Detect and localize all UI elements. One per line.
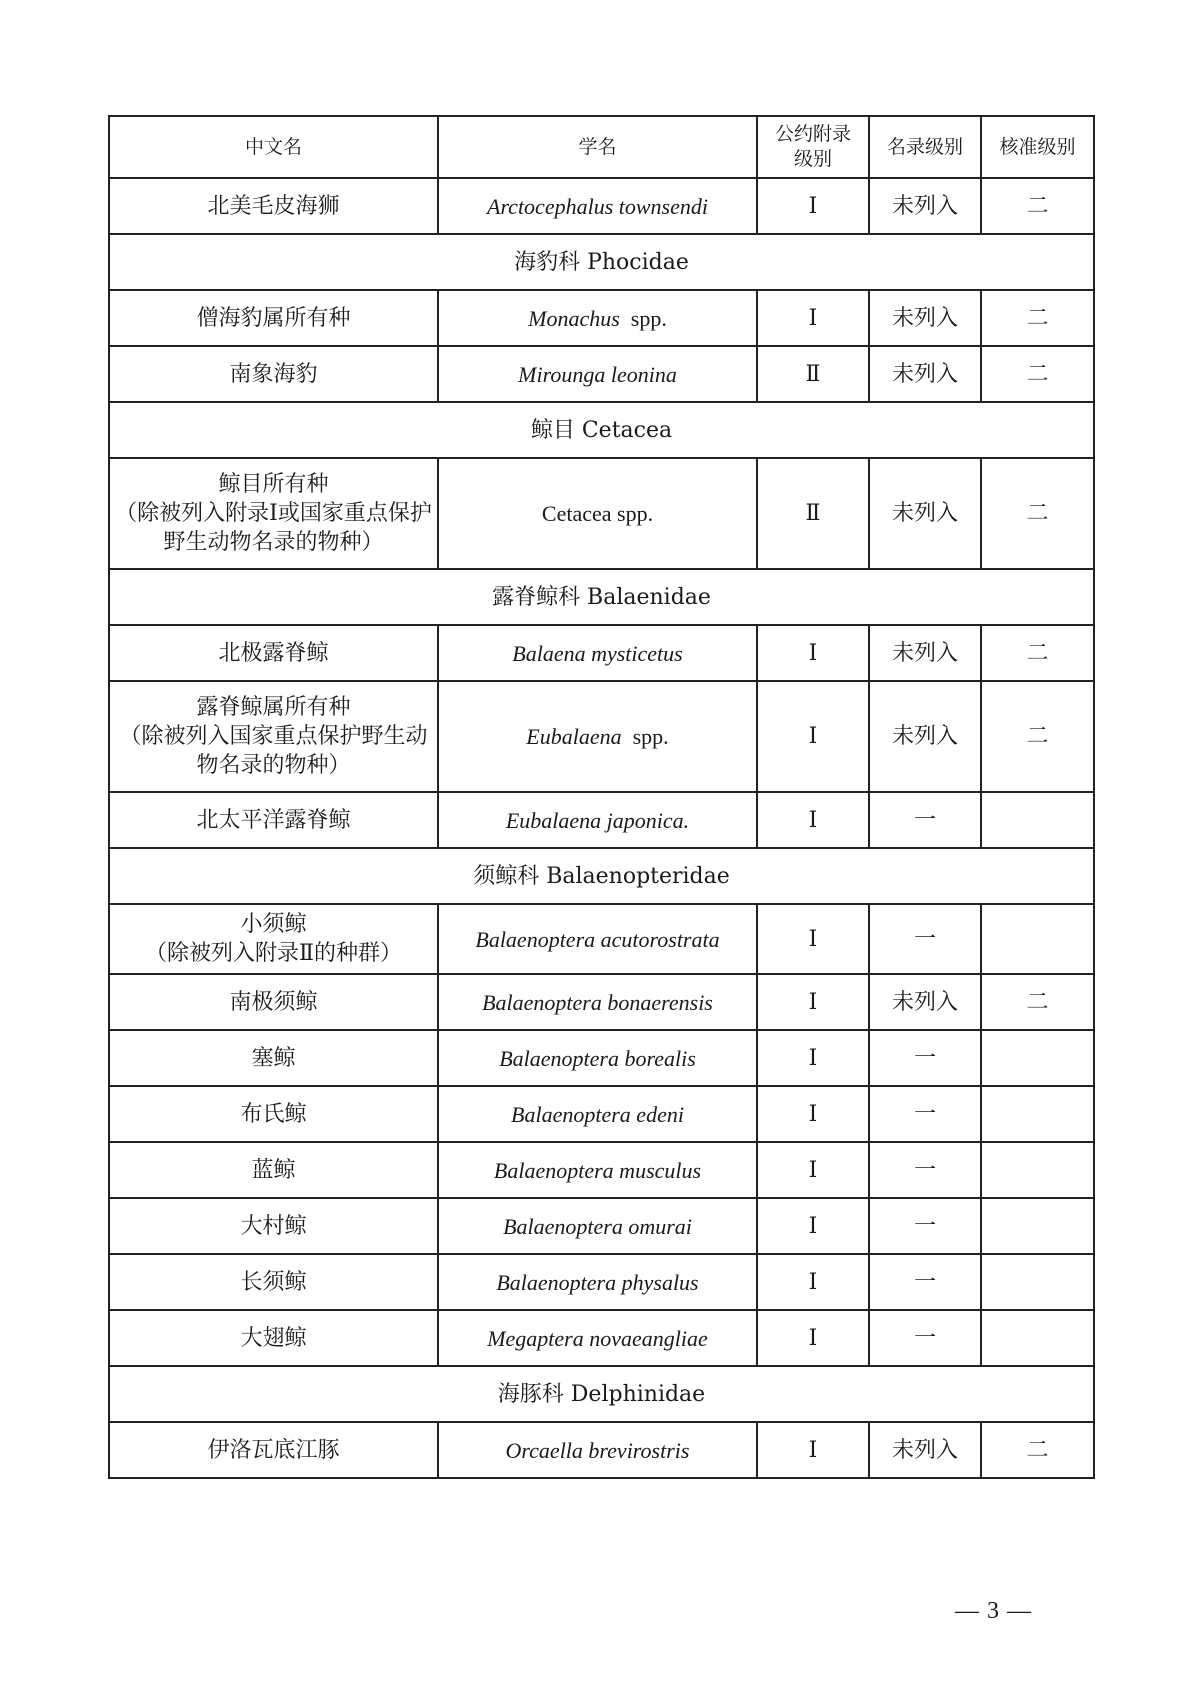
cites-appendix-cell: Ⅰ <box>757 1030 869 1086</box>
scientific-name-cell <box>438 625 757 681</box>
species-row <box>109 1198 1094 1254</box>
list-level-cell: 一 <box>869 904 981 974</box>
family-header-row <box>109 234 1094 290</box>
family-header-row <box>109 402 1094 458</box>
spp-abbrev: spp. <box>630 305 667 331</box>
family-header-row <box>109 848 1094 904</box>
cites-appendix-cell: Ⅰ <box>757 1142 869 1198</box>
family-label: 露脊鲸科 Balaenidae <box>109 569 1094 625</box>
approval-level-cell <box>981 792 1094 848</box>
scientific-name-text: Balaena mysticetus <box>512 640 683 666</box>
cites-appendix-cell: Ⅰ <box>757 904 869 974</box>
header-cites-appendix: 公约附录 级别 <box>757 116 869 178</box>
chinese-name-cell: 大翅鲸 <box>109 1310 438 1366</box>
scientific-name-cell <box>438 346 757 402</box>
scientific-name-cell <box>438 1254 757 1310</box>
header-chinese-name: 中文名 <box>109 116 438 178</box>
chinese-name-cell: 露脊鲸属所有种 （除被列入国家重点保护野生动物名录的物种） <box>109 681 438 792</box>
chinese-name-cell: 长须鲸 <box>109 1254 438 1310</box>
scientific-name-text: Balaenoptera musculus <box>493 1157 702 1183</box>
species-row <box>109 625 1094 681</box>
chinese-name-cell: 北太平洋露脊鲸 <box>109 792 438 848</box>
chinese-name-cell: 伊洛瓦底江豚 <box>109 1422 438 1478</box>
cites-appendix-cell: Ⅰ <box>757 290 869 346</box>
scientific-name-cell <box>438 974 757 1030</box>
family-label: 海豹科 Phocidae <box>109 234 1094 290</box>
approval-level-cell <box>981 1198 1094 1254</box>
list-level-cell: 一 <box>869 1030 981 1086</box>
list-level-cell: 未列入 <box>869 625 981 681</box>
approval-level-cell <box>981 1030 1094 1086</box>
scientific-name-text: Balaenoptera omurai <box>503 1213 692 1239</box>
list-level-cell: 未列入 <box>869 458 981 569</box>
list-level-cell: 未列入 <box>869 346 981 402</box>
scientific-name-cell <box>438 792 757 848</box>
cites-appendix-cell: Ⅰ <box>757 974 869 1030</box>
cites-appendix-cell: Ⅰ <box>757 178 869 234</box>
scientific-name-cell <box>438 458 757 569</box>
scientific-name-cell <box>438 290 757 346</box>
approval-level-cell <box>981 1086 1094 1142</box>
scientific-name-text: Balaenoptera borealis <box>499 1045 696 1071</box>
list-level-cell: 未列入 <box>869 974 981 1030</box>
species-row <box>109 1142 1094 1198</box>
scientific-name-text: Eubalaena japonica. <box>505 807 690 833</box>
species-row <box>109 681 1094 792</box>
cites-appendix-cell: Ⅱ <box>757 458 869 569</box>
scientific-name-cell <box>438 1142 757 1198</box>
list-level-cell: 一 <box>869 792 981 848</box>
approval-level-cell: 二 <box>981 178 1094 234</box>
species-row <box>109 178 1094 234</box>
species-row <box>109 1422 1094 1478</box>
species-row <box>109 346 1094 402</box>
scientific-name-text: Monachus <box>528 305 620 331</box>
scientific-name-cell <box>438 1086 757 1142</box>
header-approval-level: 核准级别 <box>981 116 1094 178</box>
species-row <box>109 1086 1094 1142</box>
scientific-name-text: Balaenoptera bonaerensis <box>482 989 713 1015</box>
approval-level-cell <box>981 1254 1094 1310</box>
approval-level-cell: 二 <box>981 681 1094 792</box>
header-scientific-name: 学名 <box>438 116 757 178</box>
species-row <box>109 904 1094 974</box>
scientific-name-text: Megaptera novaeangliae <box>487 1325 708 1351</box>
cites-appendix-cell: Ⅰ <box>757 1310 869 1366</box>
species-row <box>109 1030 1094 1086</box>
chinese-name-cell: 塞鲸 <box>109 1030 438 1086</box>
scientific-name-text: Cetacea spp. <box>541 501 654 526</box>
cites-appendix-cell: Ⅰ <box>757 1422 869 1478</box>
family-label: 海豚科 Delphinidae <box>109 1366 1094 1422</box>
species-row <box>109 1310 1094 1366</box>
cites-appendix-cell: Ⅰ <box>757 1198 869 1254</box>
scientific-name-text: Balaenoptera edeni <box>511 1101 684 1127</box>
header-list-level: 名录级别 <box>869 116 981 178</box>
scientific-name-text: Mirounga leonina <box>518 361 677 387</box>
chinese-name-cell: 僧海豹属所有种 <box>109 290 438 346</box>
scientific-name-cell <box>438 1030 757 1086</box>
cites-appendix-cell: Ⅰ <box>757 1086 869 1142</box>
scientific-name-text: Balaenoptera acutorostrata <box>475 926 720 952</box>
chinese-name-cell: 布氏鲸 <box>109 1086 438 1142</box>
scientific-name-text: Balaenoptera physalus <box>496 1269 699 1295</box>
cites-appendix-cell: Ⅰ <box>757 681 869 792</box>
approval-level-cell: 二 <box>981 458 1094 569</box>
list-level-cell: 一 <box>869 1086 981 1142</box>
approval-level-cell <box>981 904 1094 974</box>
approval-level-cell: 二 <box>981 346 1094 402</box>
species-row <box>109 458 1094 569</box>
header-row <box>109 116 1094 178</box>
species-row <box>109 792 1094 848</box>
cites-appendix-cell: Ⅱ <box>757 346 869 402</box>
species-row <box>109 290 1094 346</box>
spp-abbrev: spp. <box>632 724 669 749</box>
scientific-name-cell <box>438 1198 757 1254</box>
approval-level-cell: 二 <box>981 290 1094 346</box>
chinese-name-cell: 北美毛皮海狮 <box>109 178 438 234</box>
list-level-cell: 一 <box>869 1198 981 1254</box>
table-body <box>109 116 1094 1478</box>
list-level-cell: 未列入 <box>869 290 981 346</box>
family-label: 须鲸科 Balaenopteridae <box>109 848 1094 904</box>
list-level-cell: 未列入 <box>869 178 981 234</box>
chinese-name-cell: 大村鲸 <box>109 1198 438 1254</box>
cites-appendix-cell: Ⅰ <box>757 792 869 848</box>
scientific-name-text: Eubalaena <box>526 724 622 749</box>
list-level-cell: 一 <box>869 1142 981 1198</box>
scientific-name-cell <box>438 1422 757 1478</box>
family-label: 鲸目 Cetacea <box>109 402 1094 458</box>
species-row <box>109 1254 1094 1310</box>
approval-level-cell <box>981 1142 1094 1198</box>
chinese-name-cell: 南象海豹 <box>109 346 438 402</box>
family-header-row <box>109 1366 1094 1422</box>
chinese-name-cell: 小须鲸 （除被列入附录Ⅱ的种群） <box>109 904 438 974</box>
page-number: — 3 — <box>955 1598 1032 1624</box>
species-row <box>109 974 1094 1030</box>
chinese-name-cell: 鲸目所有种 （除被列入附录Ⅰ或国家重点保护野生动物名录的物种） <box>109 458 438 569</box>
family-header-row <box>109 569 1094 625</box>
list-level-cell: 一 <box>869 1310 981 1366</box>
scientific-name-cell <box>438 1310 757 1366</box>
species-table <box>108 115 1095 1479</box>
cites-appendix-cell: Ⅰ <box>757 625 869 681</box>
cites-appendix-cell: Ⅰ <box>757 1254 869 1310</box>
approval-level-cell: 二 <box>981 625 1094 681</box>
approval-level-cell: 二 <box>981 1422 1094 1478</box>
list-level-cell: 未列入 <box>869 1422 981 1478</box>
list-level-cell: 未列入 <box>869 681 981 792</box>
scientific-name-text: Arctocephalus townsendi <box>487 193 708 219</box>
scientific-name-text: Orcaella brevirostris <box>505 1437 690 1463</box>
chinese-name-cell: 北极露脊鲸 <box>109 625 438 681</box>
scientific-name-cell <box>438 904 757 974</box>
scientific-name-cell <box>438 681 757 792</box>
chinese-name-cell: 南极须鲸 <box>109 974 438 1030</box>
chinese-name-cell: 蓝鲸 <box>109 1142 438 1198</box>
approval-level-cell: 二 <box>981 974 1094 1030</box>
list-level-cell: 一 <box>869 1254 981 1310</box>
scientific-name-cell <box>438 178 757 234</box>
approval-level-cell <box>981 1310 1094 1366</box>
